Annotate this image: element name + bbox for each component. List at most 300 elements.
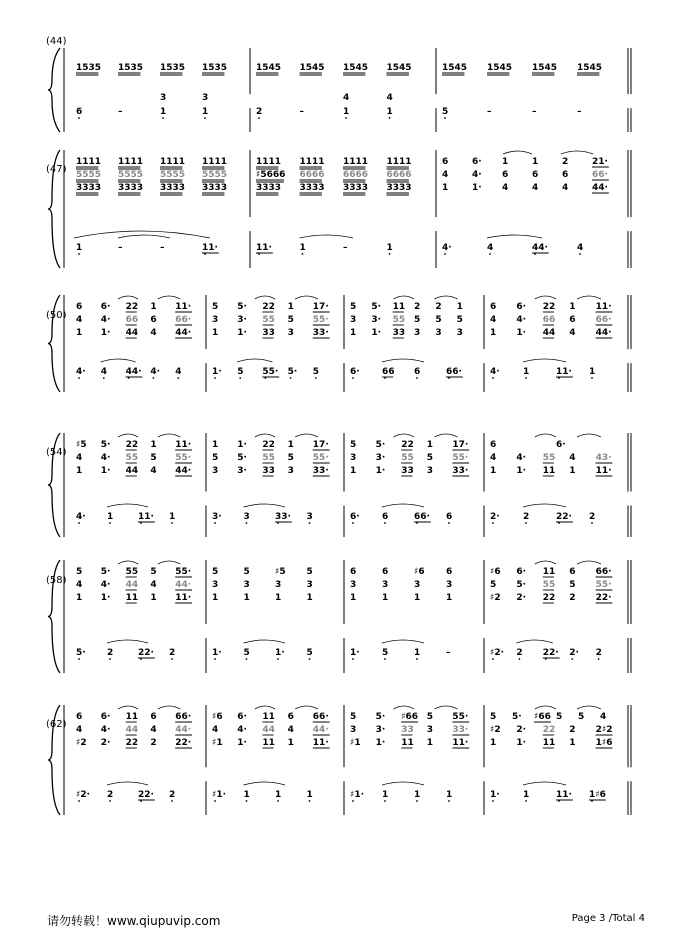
system-4 (46, 433, 631, 537)
note: 1 (299, 243, 306, 253)
note-group: 3· (237, 466, 247, 476)
note-group: 66· (592, 170, 608, 180)
note-group: 5 (350, 712, 357, 722)
note-group: 6· (516, 567, 527, 577)
note-group: 44· (175, 328, 192, 338)
note-group: 1 (212, 328, 219, 338)
note: 1 (414, 648, 421, 658)
note-group: 55 (542, 453, 556, 463)
note-group: 1545 (577, 63, 603, 73)
note-group: 1111 (202, 157, 228, 167)
note-group: 22 (401, 440, 414, 450)
note-group: 1545 (256, 63, 282, 73)
note-group: 1 (76, 466, 83, 476)
note-group: 2 (435, 302, 442, 312)
note: 22· (542, 648, 559, 658)
note-group: 5 (490, 580, 497, 590)
note: 1 (523, 367, 530, 377)
note-group: 66· (595, 315, 612, 325)
note-group: 2· (100, 738, 111, 748)
note: – (577, 107, 582, 117)
note-group: 6 (490, 440, 497, 450)
note-group: 1111 (343, 157, 369, 167)
measure-number: (50) (46, 310, 67, 321)
note-group: 1535 (76, 63, 102, 73)
note-group: 5· (100, 567, 111, 577)
note-group: 44 (262, 725, 275, 735)
note-group: ♯2 (490, 725, 501, 735)
note-group: 1 (350, 466, 357, 476)
note: 2 (107, 790, 114, 800)
note-group: 3333 (118, 183, 144, 193)
note-group: 5 (490, 712, 497, 722)
note-group: 6 (287, 712, 294, 722)
note: 4· (76, 367, 86, 377)
page-number: Page 3 /Total 4 (571, 913, 645, 924)
note-group: 3· (375, 453, 386, 463)
note-group: 33 (262, 466, 275, 476)
note-group: 33· (312, 466, 329, 476)
note-group: 5 (212, 302, 219, 312)
note-group: 2· (516, 593, 527, 603)
note-group: 3· (371, 315, 382, 325)
note: 2· (490, 512, 500, 522)
note-group: 44 (125, 328, 139, 338)
note-group: 3 (446, 580, 453, 590)
note-group: 11 (125, 593, 139, 603)
note-group: 4· (100, 725, 111, 735)
note: – (299, 107, 304, 117)
note-group: 55· (312, 315, 329, 325)
note-group: 1· (375, 466, 386, 476)
note-group: 17· (312, 440, 329, 450)
note-group: 3333 (386, 183, 412, 193)
note-group: 3 (350, 725, 357, 735)
note-group: 55 (125, 453, 139, 463)
note-group: 5 (76, 567, 83, 577)
note-group: 22· (175, 738, 192, 748)
note-group: 66· (175, 712, 192, 722)
note-group: 3 (426, 725, 434, 735)
note-group: 1· (516, 738, 527, 748)
note: 44· (532, 243, 548, 253)
note: 3 (306, 512, 313, 522)
note-group: 4 (212, 725, 219, 735)
note-group: 1 (456, 302, 463, 312)
note-group: 1· (375, 738, 386, 748)
note-group: 4· (237, 725, 247, 735)
note: 1 (386, 107, 393, 117)
note-group: 1535 (160, 63, 186, 73)
note-group: 5 (212, 567, 219, 577)
note: 1 (202, 107, 209, 117)
note-group: 1· (516, 466, 527, 476)
note: 1 (160, 107, 167, 117)
note-group: 4 (442, 170, 449, 180)
note-group: ♯5666 (256, 170, 286, 180)
note-group: 2♯2 (595, 725, 613, 735)
note-group: 11 (262, 712, 275, 722)
note-group: 33 (392, 328, 406, 338)
note-group: 1111 (76, 157, 102, 167)
note-group: 1 (150, 593, 157, 603)
note-group: 3 (306, 580, 313, 590)
note: 3 (160, 93, 167, 103)
note-group: 4· (516, 453, 527, 463)
note: 66· (446, 367, 462, 377)
note: – (446, 648, 451, 658)
note-group: ♯6 (490, 567, 501, 577)
note-group: 1· (237, 738, 247, 748)
note-group: 22 (542, 302, 556, 312)
note: 3 (202, 93, 209, 103)
note-group: 11· (175, 440, 192, 450)
note-group: 5· (375, 712, 386, 722)
note-group: 44 (542, 328, 556, 338)
note-group: 4 (502, 183, 509, 193)
note-group: 11 (542, 738, 556, 748)
note-group: 55· (175, 453, 192, 463)
note-group: 1 (446, 593, 453, 603)
note: 5 (442, 107, 449, 117)
note-group: 22· (595, 593, 612, 603)
note-group: 2 (562, 157, 569, 167)
note-group: 1 (150, 440, 157, 450)
note-group: 5 (150, 453, 157, 463)
measure-number: (44) (46, 36, 67, 47)
note-group: 5 (556, 712, 563, 722)
note: 1 (343, 107, 350, 117)
note-group: 4 (490, 453, 497, 463)
note-group: 17· (452, 440, 469, 450)
note-group: 55 (392, 315, 406, 325)
note-group: 1 (350, 593, 357, 603)
note-group: 2 (569, 593, 576, 603)
note-group: 6· (100, 712, 111, 722)
note-group: 1· (237, 440, 247, 450)
note-group: 5 (426, 453, 434, 463)
note: 55· (262, 367, 279, 377)
system-6 (46, 705, 631, 815)
note: – (118, 107, 123, 117)
note-group: 5 (350, 302, 357, 312)
note-group: 33 (401, 725, 414, 735)
note-group: 66· (312, 712, 329, 722)
note-group: 1 (414, 593, 421, 603)
note-group: 3 (212, 580, 219, 590)
note-group: ♯2 (490, 593, 501, 603)
measure-number: (54) (46, 447, 67, 458)
measure-number: (58) (46, 575, 67, 586)
note-group: 5 (212, 453, 219, 463)
note-group: 66 (542, 315, 556, 325)
note-group: 1· (100, 466, 111, 476)
note: 22· (138, 648, 154, 658)
note-group: 4 (150, 328, 157, 338)
note-group: 4 (150, 466, 157, 476)
note-group: 55· (452, 712, 469, 722)
note-group: 6· (556, 440, 566, 450)
note-group: 3 (212, 315, 219, 325)
note: 1 (275, 790, 282, 800)
note: 4 (577, 243, 584, 253)
note: 11· (202, 243, 218, 253)
note: 22· (556, 512, 572, 522)
note: 66 (382, 367, 395, 377)
note-group: 11· (175, 593, 192, 603)
note-group: 11 (262, 738, 275, 748)
system-3 (46, 295, 631, 392)
note-group: 66· (595, 567, 612, 577)
note-group: 1· (237, 328, 247, 338)
note-group: 4· (100, 453, 111, 463)
note: ♯1· (212, 790, 227, 800)
note-group: 44· (175, 725, 192, 735)
note: 1 (382, 790, 389, 800)
note-group: 5· (516, 580, 527, 590)
system-2 (46, 150, 631, 268)
note-group: 6· (472, 157, 482, 167)
note: 2 (169, 790, 176, 800)
note-group: 1 (426, 440, 434, 450)
note: 2 (589, 512, 596, 522)
note-group: 1 (287, 440, 294, 450)
note-group: 3 (426, 466, 434, 476)
note: 1· (490, 790, 500, 800)
note: – (343, 243, 348, 253)
note-group: 3333 (343, 183, 369, 193)
note-group: 1111 (386, 157, 412, 167)
note-group: 5555 (76, 170, 102, 180)
note-group: 3333 (256, 183, 282, 193)
note-group: 1 (76, 593, 83, 603)
note-group: 1 (150, 302, 157, 312)
note-group: 1♯6 (595, 738, 613, 748)
note-group: 4· (100, 580, 111, 590)
note-group: 6 (532, 170, 539, 180)
note: 4· (442, 243, 452, 253)
note: 1 (523, 790, 530, 800)
note-group: 1 (382, 593, 389, 603)
note-group: 3333 (202, 183, 228, 193)
note-group: 11· (452, 738, 469, 748)
note-group: 44· (595, 328, 612, 338)
note-group: 3· (237, 315, 247, 325)
note-group: 4 (76, 580, 83, 590)
note-group: 6· (516, 302, 527, 312)
note-group: 6 (150, 315, 157, 325)
note-group: 1545 (442, 63, 468, 73)
note: 4 (386, 93, 393, 103)
note-group: 1545 (343, 63, 369, 73)
note: 1 (589, 367, 596, 377)
note-group: 5 (569, 580, 576, 590)
note-group: 1 (569, 302, 576, 312)
note-group: 5 (287, 315, 294, 325)
note-group: 44 (125, 725, 139, 735)
note-group: 4 (569, 328, 576, 338)
note-group: 1· (516, 328, 527, 338)
note: 1 (169, 512, 176, 522)
note: 4 (100, 367, 108, 377)
note-group: 1 (287, 738, 294, 748)
note: ♯2· (490, 648, 505, 658)
note-group: ♯1 (212, 738, 223, 748)
note-group: 1111 (118, 157, 144, 167)
note-group: 5 (306, 567, 313, 577)
note-group: ♯5 (76, 440, 87, 450)
note-group: 4 (150, 580, 157, 590)
note-group: 43· (595, 453, 612, 463)
note-group: 3 (350, 315, 357, 325)
note-group: 1111 (299, 157, 325, 167)
note-group: 1 (569, 466, 576, 476)
note: 2 (169, 648, 176, 658)
note-group: 4· (516, 315, 527, 325)
note-group: 44 (125, 466, 139, 476)
note-group: 1· (472, 183, 482, 193)
note: 44· (125, 367, 142, 377)
note-group: 4 (532, 183, 539, 193)
note-group: 5 (435, 315, 442, 325)
note-group: 1· (100, 593, 111, 603)
note-group: 6· (237, 712, 247, 722)
note-group: 11 (542, 466, 556, 476)
note-group: 2· (516, 725, 527, 735)
note: – (160, 243, 165, 253)
note-group: 6 (502, 170, 509, 180)
note: – (487, 107, 492, 117)
note: 6 (414, 367, 421, 377)
note-group: 11· (595, 466, 612, 476)
note-group: 5· (375, 440, 386, 450)
note: 5 (382, 648, 389, 658)
note-group: 1 (76, 328, 83, 338)
note: 4 (175, 367, 182, 377)
note-group: 6 (569, 567, 576, 577)
note-group: 33· (312, 328, 329, 338)
note-group: 55 (542, 580, 556, 590)
note-group: 5 (456, 315, 463, 325)
note-group: 6· (100, 302, 111, 312)
note: 11· (138, 512, 154, 522)
note: 33· (275, 512, 291, 522)
note-group: 5 (287, 453, 294, 463)
note: 6 (382, 512, 389, 522)
note-group: 11· (175, 302, 192, 312)
note-group: 4· (100, 315, 111, 325)
note-group: 22 (542, 725, 556, 735)
note-group: 44· (175, 466, 192, 476)
note-group: 3 (414, 580, 421, 590)
note-group: 66 (125, 315, 139, 325)
note-group: 44· (175, 580, 192, 590)
note-group: 6 (350, 567, 357, 577)
note-group: 3 (435, 328, 442, 338)
note-group: 22 (125, 738, 139, 748)
note-group: 55 (262, 453, 275, 463)
note-group: 2 (150, 738, 157, 748)
note: 66· (414, 512, 430, 522)
note-group: 5555 (118, 170, 144, 180)
note-group: 1 (490, 738, 497, 748)
note: 5· (287, 367, 298, 377)
note: 4· (76, 512, 86, 522)
note: 1 (107, 512, 114, 522)
note-group: 22 (125, 302, 139, 312)
note-group: 4 (287, 725, 294, 735)
note-group: 5 (414, 315, 421, 325)
note: 11· (556, 367, 572, 377)
note-group: 66· (175, 315, 192, 325)
brace (48, 48, 60, 132)
note-group: 6666 (343, 170, 369, 180)
note: 4· (490, 367, 500, 377)
note: 1· (212, 648, 222, 658)
note-group: 22 (262, 302, 275, 312)
note-group: 11 (125, 712, 139, 722)
note-group: 1· (371, 328, 382, 338)
note: 11· (556, 790, 572, 800)
note: 5 (312, 367, 320, 377)
note: 5 (243, 648, 250, 658)
note-group: 4 (562, 183, 569, 193)
note: 4 (487, 243, 494, 253)
note-group: 3 (350, 453, 357, 463)
note-group: 33 (262, 328, 275, 338)
note: 3 (243, 512, 250, 522)
note-group: 55 (401, 453, 414, 463)
note-group: 1 (502, 157, 509, 167)
note: ♯2· (76, 790, 91, 800)
note-group: 5 (350, 440, 357, 450)
note-group: 44 (125, 580, 139, 590)
note-group: 5 (243, 567, 250, 577)
note-group: 3 (414, 328, 421, 338)
note-group: 1 (442, 183, 449, 193)
note-group: 3 (243, 580, 250, 590)
note: – (118, 243, 123, 253)
note-group: 55· (452, 453, 469, 463)
note: 5 (237, 367, 244, 377)
note: 6 (446, 512, 453, 522)
note-group: 4 (490, 315, 497, 325)
note-group: 1 (490, 466, 497, 476)
note: 5 (306, 648, 313, 658)
note: 1· (212, 367, 222, 377)
note: 1 (306, 790, 313, 800)
note-group: 55 (125, 567, 139, 577)
note-group: 5· (371, 302, 382, 312)
note-group: 1111 (160, 157, 186, 167)
note: 1· (275, 648, 285, 658)
note-group: 3 (382, 580, 389, 590)
note-group: 6 (562, 170, 569, 180)
note-group: 3 (212, 466, 219, 476)
measure-number: (47) (46, 164, 67, 175)
note-group: 3 (350, 580, 357, 590)
note-group: 44· (312, 725, 329, 735)
note-group: ♯66 (401, 712, 419, 722)
note-group: 1545 (532, 63, 558, 73)
footer-warning: 请勿转载！www.qiupuvip.com (47, 914, 221, 928)
note-group: 1 (287, 302, 294, 312)
note: 2 (107, 648, 114, 658)
note-group: 6 (569, 315, 576, 325)
note-group: 4 (569, 453, 576, 463)
note: 3· (212, 512, 222, 522)
note-group: 5· (237, 453, 247, 463)
